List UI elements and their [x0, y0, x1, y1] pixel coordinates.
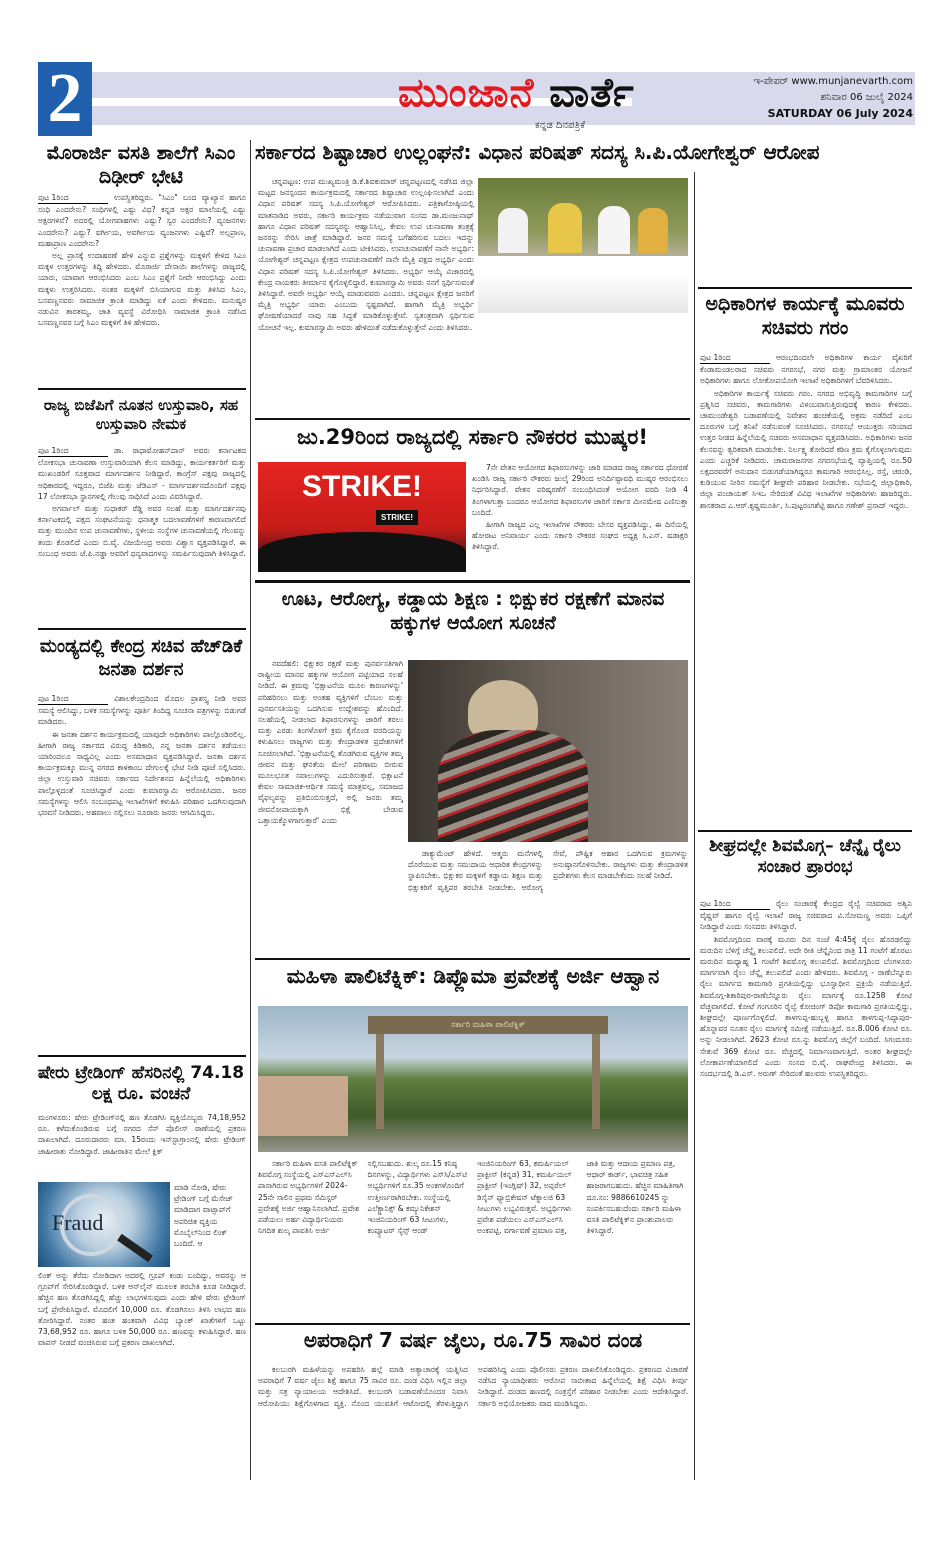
article-body: ಚನ್ನಪಟ್ಟಣ: ಉಪ ಮುಖ್ಯಮಂತ್ರಿ ಡಿ.ಕೆ.ಶಿವಕುಮಾರ್ ಚನ್ನಪಟ್ಟಣದಲ್ಲಿ ನಡೆಸಿದ ಜಿಲ್ಲಾ ಮಟ್ಟದ ಜನಸ್ಪಂದನ ಕಾರ್ಯಕ್ರಮದಲ್ಲಿ ಸರ್ಕಾರದ ಶಿಷ್ಟಾಚಾರ ಉಲ್ಲಂಘಿಸಲಾಗಿದೆ ಎಂದು ವಿಧಾನ ಪರಿಷತ್ ಸದಸ್ಯ ಸಿ.ಪಿ.ಯೋಗೇಶ್ವರ್ ಆರೋಪಿಸಿದರು. ಪತ್ರಿಕಾಗೋಷ್ಠಿಯಲ್ಲಿ ಮಾತನಾಡಿದ ಅವರು, ಸರ್ಕಾರಿ ಕಾರ್ಯಕ್ರಮ ನಡೆಯುವಾಗ ಸಂಸದ ಡಾ.ಮಂಜುನಾಥ್ ಹಾಗೂ ವಿಧಾನ ಪರಿಷತ್ ಸದಸ್ಯರನ್ನು ಆಹ್ವಾನಿಸಿಲ್ಲ. ಕೇವಲ ಉಪ ಚುನಾವಣಾ ತಂತ್ರಕ್ಕೆ ಜನರನ್ನು ಸೇರಿಸಿ ಜಾತ್ರೆ ಮಾಡಿದ್ದಾರೆ. ಜನರ ಸಮಸ್ಯೆ ಬಗೆಹರಿಸುವ ಬದಲು ಇದನ್ನು ಚುನಾವಣಾ ಪ್ರಚಾರ ಮಾಡಲಾಗಿದೆ ಎಂದು ಟೀಕಿಸಿದರು. ಉಪಚುನಾವಣೆಗೆ ನಾನೇ ಅಭ್ಯರ್ಥಿ: ಯೋಗೇಶ್ವರ್ ಚನ್ನಪಟ್ಟಣ ಕ್ಷೇತ್ರದ ಉಪಚುನಾವಣೆಗೆ ನಾನೇ ಮೈತ್ರಿ ಪಕ್ಷದ ಅಭ್ಯರ್ಥಿ ಎಂದು ವಿಧಾನ ಪರಿಷತ್ ಸದಸ್ಯ ಸಿ.ಪಿ.ಯೋಗೇಶ್ವರ್ ತಿಳಿಸಿದರು. ಅಭ್ಯರ್ಥಿ ಆಯ್ಕೆ ವಿಚಾರದಲ್ಲಿ ಕೇಂದ್ರ ನಾಯಕರು ತೀರ್ಮಾನ ಕೈಗೊಳ್ಳಲಿದ್ದಾರೆ. ಕುಮಾರಸ್ವಾಮಿ ಅವರು ನನಗೆ ಸ್ಪರ್ಧಿಸುವಂತೆ ತಿಳಿಸಿದ್ದಾರೆ. ಅವರೇ ಅಭ್ಯರ್ಥಿ ಆಯ್ಕೆ ಮಾಡುವವರು ಎಂದರು. ಚನ್ನಪಟ್ಟಣ ಕ್ಷೇತ್ರದ ಜನರಿಗೆ ಮೈತ್ರಿ ಅಭ್ಯರ್ಥಿ ಯಾರು ಎಂಬುದು ಸ್ಪಷ್ಟವಾಗಿದೆ. ಹಾಗಾಗಿ ಮೈತ್ರಿ ಅಭ್ಯರ್ಥಿ ಘೋಷಣೆಯಾದರೆ ನಾವು ಸಹ ಸಿದ್ಧತೆ ಮಾಡಿಕೊಳ್ಳುತ್ತೇವೆ. ಸ್ವತಂತ್ರವಾಗಿ ಸ್ಪರ್ಧಿಸುವ ಯೋಚನೆ ಇಲ್ಲ. ಕುಮಾರಸ್ವಾಮಿ ಅವರು ಹೇಳಿದಂತೆ ನಡೆದುಕೊಳ್ಳುತ್ತೇನೆ ಎಂದು ತಿಳಿಸಿದರು. — [258, 177, 474, 332]
article-lead: ರೈಲು ಸಂಚಾರಕ್ಕೆ ಕೇಂದ್ರದ ರೈಲ್ವೆ ಸಚಿವರಾದ ಅಶ್ವಿನಿ ವೈಷ್ಣವ್ ಹಾಗೂ ರೈಲ್ವೆ ಇಲಾಖೆ ರಾಜ್ಯ ಸಚಿವರಾದ ವಿ.ಸೋಮಣ್ಣ ಅವರು ಒಪ್ಪಿಗೆ ನೀಡಿದ್ದಾರೆ ಎಂದು ಸಂಸದರು ತಿಳಿಸಿದ್ದಾರೆ. — [700, 899, 912, 932]
newspaper-logo — [398, 70, 635, 116]
polytechnic-gate-photo — [258, 1006, 688, 1152]
article-yogeshwar-cont — [478, 316, 688, 416]
jump-label: ಪುಟ 1ರಿಂದ — [38, 693, 108, 705]
article-officers — [700, 352, 912, 824]
article-fraud-side: ಮಾಡಿ ನೋಡಿ, ಷೇರು ಟ್ರೇಡಿಂಗ್ ಬಗ್ಗೆ ಮೆಸೇಜ್ ಮಾಡಿದಾಗ ವಾಟ್ಸಾಪ್‌ಗೆ ಅಪರಿಚಿತ ವ್ಯಕ್ತಿಯ ಮೊಬೈಲ್‌ನಿಂದ ಲಿಂಕ್ ಬಂದಿದೆ. ಆ — [174, 1183, 233, 1249]
jump-label: ಪುಟ 1ರಿಂದ — [700, 898, 770, 910]
article-body: ಸರ್ಕಾರಿ ಮಹಿಳಾ ವಸತಿ ಪಾಲಿಟೆಕ್ನಿಕ್ ಶಿವಮೊಗ್ಗ ಸಂಸ್ಥೆಯಲ್ಲಿ ಎಸ್‌ಎಸ್‌ಎಲ್‌ಸಿ ಪಾಸಾಗಿರುವ ಅಭ್ಯರ್ಥಿಗಳಿಗೆ 2024-25ನೇ ಸಾಲಿನ ಪ್ರಥಮ ಸೆಮಿಸ್ಟರ್ ಪ್ರವೇಶಕ್ಕೆ ಅರ್ಜಿ ಆಹ್ವಾನಿಸಲಾಗಿದೆ. ಪ್ರವೇಶ ಪಡೆಯಲು ಅರ್ಹ ವಿದ್ಯಾರ್ಥಿನಿಯರು ನಿಗದಿತ ಶುಲ್ಕ ಪಾವತಿಸಿ ಅರ್ಜಿ ಸಲ್ಲಿಸಬಹುದು. ಶುಲ್ಕ ರೂ.15 ಕನಿಷ್ಠ ದಿನಗಳನ್ನು, ವಿದ್ಯಾರ್ಥಿಗಳು ಎಸ್‌ಸಿ/ಎಸ್‌ಟಿ ಅಭ್ಯರ್ಥಿಗಳಿಗೆ ರೂ.35 ಅಂಕಗಳೊಂದಿಗೆ ಉತ್ತೀರ್ಣರಾಗಿರಬೇಕು. ಸಂಸ್ಥೆಯಲ್ಲಿ ಎಲೆಕ್ಟ್ರಾನಿಕ್ಸ್ & ಕಮ್ಯುನಿಕೇಶನ್ ಇಂಜಿನಿಯರಿಂಗ್ 63 ಸೀಟುಗಳು, ಕಂಪ್ಯೂಟರ್ ಸೈನ್ಸ್ ಆಂಡ್ ಇಂಜಿನಿಯರಿಂಗ್ 63, ಕಮರ್ಷಿಯಲ್ ಪ್ರಾಕ್ಟೀಸ್ (ಕನ್ನಡ) 31, ಕಮರ್ಷಿಯಲ್ ಪ್ರಾಕ್ಟೀಸ್ (ಇಂಗ್ಲಿಷ್) 32, ಅಪ್ಪರೆಲ್ ಡಿಸೈನ್ ಫ್ಯಾಬ್ರಿಕೇಷನ್ ಟೆಕ್ನಾಲಜಿ 63 ಸೀಟುಗಳು ಲಭ್ಯವಿರುತ್ತವೆ. ಅಭ್ಯರ್ಥಿಗಳು ಪ್ರವೇಶ ಪಡೆಯಲು ಎಸ್‌ಎಸ್‌ಎಲ್‌ಸಿ ಅಂಕಪಟ್ಟಿ, ವರ್ಗಾವಣೆ ಪ್ರಮಾಣ ಪತ್ರ, ಜಾತಿ ಮತ್ತು ಆದಾಯ ಪ್ರಮಾಣ ಪತ್ರ, ಆಧಾರ್ ಕಾರ್ಡ್, ಭಾವಚಿತ್ರ ಸಹಿತ ಹಾಜರಾಗಬಹುದು. ಹೆಚ್ಚಿನ ಮಾಹಿತಿಗಾಗಿ ದೂ.ಸಂ: 9886610245 ನ್ನು ಸಂಪರ್ಕಿಸಬಹುದೆಂದು ಸರ್ಕಾರಿ ಮಹಿಳಾ ವಸತಿ ಪಾಲಿಟೆಕ್ನಿಕ್‌ನ ಪ್ರಾಂಶುಪಾಲರು ತಿಳಿಸಿದ್ದಾರೆ. — [258, 1159, 684, 1236]
article-strike — [472, 462, 688, 574]
article-body: ಹೀಗಾಗಿ ರಾಜ್ಯದ ಎಲ್ಲ ಇಲಾಖೆಗಳ ನೌಕರರು ಬೇಸರ ವ್ಯಕ್ತಪಡಿಸಿದ್ದು, ಈ ದಿಸೆಯಲ್ಲಿ ಹೋರಾಟ ಅನಿವಾರ್ಯ ಎಂದು ಸರ್ಕಾರಿ ನೌಕರರ ಸಂಘದ ಅಧ್ಯಕ್ಷ ಸಿ.ಎಸ್. ಷಡಾಕ್ಷರಿ ತಿಳಿಸಿದ್ದಾರೆ. — [472, 520, 688, 552]
headline-morarji: ಮೊರಾರ್ಜಿ ವಸತಿ ಶಾಲೆಗೆ ಸಿಎಂ ದಿಢೀರ್ ಭೇಟಿ — [46, 142, 236, 188]
article-lead: ವಿಶಾಲಕೇಂದ್ರದಿಂದ ಮೊದಲ ಪ್ರಾಶಸ್ತ್ಯ ನೀಡಿ ಅವರ ಸಮಸ್ಯೆ ಆಲಿಸಿದ್ದು, ಬಳಿಕ ಸಮಸ್ಯೆಗಳನ್ನು ಪೂರ್ತಿ ತಿಂದಿದ್ದ ಸೂಚನಾ ಪತ್ರಗಳನ್ನು ಬಿಡುಗಡೆ ಮಾಡಿದರು. — [38, 694, 246, 727]
article-body: ಅಲ್ಲ ಪ್ರಾಸಕ್ಕೆ ಉದಾಹರಣೆ ಹೇಳಿ ಎನ್ನುವ ಪ್ರಶ್ನೆಗಳನ್ನು ಮಕ್ಕಳಿಗೆ ಕೇಳಿದ ಸಿಎಂ ಮಕ್ಕಳ ಉತ್ತರಗಳನ್ನು ತಿದ್ದಿ ಹೇಳಿದರು. ಮೊರಾರ್ಜಿ ದೇಸಾಯಿ ಶಾಲೆಗಳನ್ನು ರಾಜ್ಯದಲ್ಲಿ ಯಾರು, ಯಾವಾಗ ಆರಂಭಿಸಿದರು ಎಂಬ ಸಿಎಂ ಪ್ರಶ್ನೆಗೆ ನೀವೇ ಆರಂಭಿಸಿದ್ದು ಎಂದು ಮಕ್ಕಳು ಉತ್ತರಿಸಿದರು. ನಂತರ ಮಕ್ಕಳಿಗೆ ಬಿಸಿಯಾಗುವ ಮತ್ತು ತಿಳಿಸಿದ ಸಿಎಂ, ಬಸವಣ್ಣನವರು ಸಾಮಾಜಿಕ ಕ್ರಾಂತಿ ಮಾಡಿದ್ದು ಏಕೆ ಎಂದು ಕೇಳಿದರು. ಮನುಷ್ಯರ ನಡುವಿನ ತಾರತಮ್ಯ, ಜಾತಿ ವ್ಯವಸ್ಥೆ ವಿರೋಧಿಸಿ ಸಾಮಾಜಿಕ ಕ್ರಾಂತಿ ನಡೆಸಿದ ಬಸವಣ್ಣನವರ ಬಗ್ಗೆ ಸಿಎಂ ಮಕ್ಕಳಿಗೆ ತಿಳಿ ಹೇಳಿದರು. — [38, 251, 246, 328]
article-body: ಕಲಬುರಗಿ ಮಹಿಳೆಯನ್ನು ಅಪಹರಿಸಿ ಹಲ್ಲೆ ಮಾಡಿ ಅತ್ಯಾಚಾರಕ್ಕೆ ಯತ್ನಿಸಿದ ಅಪರಾಧಿಗೆ 7 ವರ್ಷ ಜೈಲು ಶಿಕ್ಷೆ ಹಾಗೂ 75 ಸಾವಿರ ರೂ. ದಂಡ ವಿಧಿಸಿ ಇಲ್ಲಿನ ಜಿಲ್ಲಾ ಮತ್ತು ಸತ್ರ ನ್ಯಾಯಾಲಯ ಆದೇಶಿಸಿದೆ. ಕಲಬುರಗಿ ಬಡಾವಣೆಯೊಂದರ ನಿವಾಸಿ ಆರೋಪಿಯು ಶಿಕ್ಷೆಗೊಳಗಾದ ವ್ಯಕ್ತಿ. ನೊಂದ ಯುವತಿಗೆ ಆಟೋದಲ್ಲಿ ತೆರಳುತ್ತಿದ್ದಾಗ ಅಪಹರಿಸಿದ್ದ ಎಂದು ಪೊಲೀಸರು ಪ್ರಕರಣ ದಾಖಲಿಸಿಕೊಂಡಿದ್ದರು. ಪ್ರಕರಣದ ವಿಚಾರಣೆ ನಡೆಸಿದ ನ್ಯಾಯಾಧೀಶರು ಆರೋಪ ಸಾಬೀತಾದ ಹಿನ್ನೆಲೆಯಲ್ಲಿ ಶಿಕ್ಷೆ ವಿಧಿಸಿ ತೀರ್ಪು ನೀಡಿದ್ದಾರೆ. ದಂಡದ ಹಣದಲ್ಲಿ ಸಂತ್ರಸ್ತೆಗೆ ಪರಿಹಾರ ನೀಡಬೇಕು ಎಂದು ಆದೇಶಿಸಿದ್ದಾರೆ. ಸರ್ಕಾರಿ ಅಭಿಯೋಜಕರು ವಾದ ಮಂಡಿಸಿದ್ದರು. — [258, 1365, 688, 1408]
jump-label: ಪುಟ 1ರಿಂದ — [38, 192, 108, 204]
article-lead: ಡಾ. ರಾಧಾಮೋಹನ್‌ದಾಸ್ ಅವರು ಕರ್ನಾಟಕದ ಲೋಕಸಭಾ ಚುನಾವಣಾ ಉಸ್ತುವಾರಿಯಾಗಿ ಕೆಲಸ ಮಾಡಿದ್ದು, ಕಾರ್ಯಕರ್ತರಿಗೆ ಮತ್ತು ಮುಖಂಡರಿಗೆ ಸೂಕ್ತವಾದ ಮಾರ್ಗದರ್ಶನ ನೀಡಿದ್ದಾರೆ. ಕಾಂಗ್ರೆಸ್ ಪಕ್ಷವು ರಾಜ್ಯದಲ್ಲಿ ಅಧಿಕಾರದಲ್ಲಿ ಇದ್ದರೂ, ಬಿಜೆಪಿ ಮತ್ತು ಜೆಡಿಎಸ್ - ಮಾರ್ಗದರ್ಶನದೊಂದಿಗೆ ಪಕ್ಷವು 17 ಲೋಕಸಭಾ ಸ್ಥಾನಗಳಲ್ಲಿ ಗೆಲುವು ಸಾಧಿಸಿದೆ ಎಂದು ವಿವರಿಸಿದ್ದಾರೆ. — [38, 446, 246, 501]
article-body: ಅಧಿಕಾರಿಗಳ ಕಾರ್ಯಕ್ಕೆ ಸಚಿವರು ಗರಂ. ನಗರದ ಅಭಿವೃದ್ಧಿ ಕಾಮಗಾರಿಗಳ ಬಗ್ಗೆ ಪ್ರಶ್ನಿಸಿದ ಸಚಿವರು, ಕಾಮಗಾರಿಗಳು ವಿಳಂಬವಾಗುತ್ತಿರುವುದಕ್ಕೆ ಕಾರಣ ಕೇಳಿದರು. ಚಾಮುಂಡೇಶ್ವರಿ ಬಡಾವಣೆಯಲ್ಲಿ ನಿವೇಶನ ಹಂಚಿಕೆಯಲ್ಲಿ ಅಕ್ರಮ ನಡೆದಿದೆ ಎಂಬ ದೂರುಗಳ ಬಗ್ಗೆ ತನಿಖೆ ನಡೆಸುವಂತೆ ಸೂಚಿಸಿದರು. ನಗರಸಭೆ ಆಯುಕ್ತರು ಸರಿಯಾದ ಉತ್ತರ ನೀಡದ ಹಿನ್ನೆಲೆಯಲ್ಲಿ ಸಚಿವರು ಅಸಮಾಧಾನ ವ್ಯಕ್ತಪಡಿಸಿದರು. ಅಧಿಕಾರಿಗಳು ಜನರ ಕೆಲಸವನ್ನು ತ್ವರಿತವಾಗಿ ಮಾಡಬೇಕು. ನಿರ್ಲಕ್ಷ್ಯ ತೋರಿದರೆ ಕಠಿಣ ಕ್ರಮ ಕೈಗೊಳ್ಳಲಾಗುವುದು ಎಂದು ಎಚ್ಚರಿಕೆ ನೀಡಿದರು. ಚಾಮರಾಜನಗರ ನಗರಸಭೆಯಲ್ಲಿ ವ್ಯಾಪ್ತಿಯಲ್ಲಿ ರೂ.50 ಲಕ್ಷದರವರೆಗೆ ಅನುದಾನ ಬಿಡುಗಡೆಯಾಗಿದ್ದರೂ ಕಾಮಗಾರಿ ಆರಂಭಿಸಿಲ್ಲ. ರಸ್ತೆ, ಚರಂಡಿ, ಕುಡಿಯುವ ನೀರಿನ ಸಮಸ್ಯೆಗೆ ಶೀಘ್ರವೇ ಪರಿಹಾರ ನೀಡಬೇಕು. ಸಭೆಯಲ್ಲಿ ಜಿಲ್ಲಾಧಿಕಾರಿ, ಜಿಲ್ಲಾ ಪಂಚಾಯತ್ ಸಿಇಒ ಸೇರಿದಂತೆ ವಿವಿಧ ಇಲಾಖೆಗಳ ಅಧಿಕಾರಿಗಳು ಹಾಜರಿದ್ದರು. ಶಾಸಕರಾದ ಎ.ಆರ್.ಕೃಷ್ಣಮೂರ್ತಿ, ಸಿ.ಪುಟ್ಟರಂಗಶೆಟ್ಟಿ ಹಾಗೂ ಗಣೇಶ್ ಪ್ರಸಾದ್ ಇದ್ದರು. — [700, 388, 912, 510]
jump-label: ಪುಟ 1ರಿಂದ — [38, 445, 108, 457]
headline-polytechnic: ಮಹಿಳಾ ಪಾಲಿಟೆಕ್ನಿಕ್: ಡಿಪ್ಲೊಮಾ ಪ್ರವೇಶಕ್ಕೆ ಅರ್ಜಿ ಆಹ್ವಾನ — [286, 964, 660, 988]
logo-part1: ಮುಂಜಾನೆ — [398, 70, 535, 116]
divider — [255, 1323, 690, 1325]
article-beggars-cont — [408, 848, 688, 948]
date-kannada: ಶನಿವಾರ 06 ಜುಲೈ 2024 — [820, 92, 913, 103]
strike-sign: STRIKE! — [376, 510, 418, 525]
article-criminal — [258, 1364, 688, 1472]
masthead-info — [754, 74, 913, 123]
headline-strike: ಜು.29ರಿಂದ ರಾಜ್ಯದಲ್ಲಿ ಸರ್ಕಾರಿ ನೌಕರರ ಮುಷ್ಕರ! — [297, 425, 648, 449]
fraud-magnifier-photo — [38, 1182, 170, 1267]
divider — [698, 287, 912, 289]
strike-photo — [258, 462, 466, 572]
headline-yogeshwar: ಸರ್ಕಾರದ ಶಿಷ್ಟಾಚಾರ ಉಲ್ಲಂಘನೆ: ವಿಧಾನ ಪರಿಷತ್ ಸದಸ್ಯ ಸಿ.ಪಿ.ಯೋಗೇಶ್ವರ್ ಆರೋಪ — [255, 140, 820, 164]
epaper-link[interactable]: ಇ-ಪೇಪರ್ www.munjanevarth.com — [753, 76, 913, 87]
headline-criminal: ಅಪರಾಧಿಗೆ 7 ವರ್ಷ ಜೈಲು, ರೂ.75 ಸಾವಿರ ದಂಡ — [303, 1328, 643, 1352]
jump-label: ಪುಟ 1ರಿಂದ — [700, 352, 770, 364]
column-divider — [250, 140, 251, 1480]
press-meet-photo — [478, 178, 688, 313]
divider — [38, 388, 246, 390]
date-english: SATURDAY 06 July 2024 — [767, 107, 913, 120]
logo-part2: ವಾರ್ತೆ — [549, 70, 635, 116]
divider — [38, 628, 246, 630]
article-morarji — [38, 192, 246, 382]
article-body: ಈ ಜನತಾ ದರ್ಶನ ಕಾರ್ಯಕ್ರಮದಲ್ಲಿ ಯಾವುದೇ ಅಧಿಕಾರಿಗಳು ಪಾಲ್ಗೊಂಡಿರಲಿಲ್ಲ. ಹೀಗಾಗಿ ರಾಜ್ಯ ಸರ್ಕಾರದ ವಿರುದ್ಧ ಕಿಡಿಕಾರಿ, ನನ್ನ ಜನತಾ ದರ್ಶನ ತಡೆಯಲು ಯಾರಿಂದಲೂ ಸಾಧ್ಯವಿಲ್ಲ ಎಂದು ಅಸಮಾಧಾನ ವ್ಯಕ್ತಪಡಿಸಿದ್ದಾರೆ. ಜನತಾ ದರ್ಶನ ಕಾರ್ಯಕ್ರಮಕ್ಕೂ ಮುನ್ನ ನಗರದ ಕಾಳಿಕಾಂಬ ದೇಗುಲಕ್ಕೆ ಭೇಟಿ ನೀಡಿ ಪೂಜೆ ಸಲ್ಲಿಸಿದರು. ಜಿಲ್ಲಾ ಉಸ್ತುವಾರಿ ಸಚಿವರು ಸರ್ಕಾರದ ನಿರ್ದೇಶನದ ಹಿನ್ನೆಲೆಯಲ್ಲಿ ಅಧಿಕಾರಿಗಳು ಪಾಲ್ಗೊಳ್ಳದಂತೆ ಸೂಚಿಸಿದ್ದಾರೆ ಎಂದು ಕುಮಾರಸ್ವಾಮಿ ಆರೋಪಿಸಿದರು. ಜನರ ಸಮಸ್ಯೆಗಳನ್ನು ಆಲಿಸಿ ಸಂಬಂಧಪಟ್ಟ ಇಲಾಖೆಗಳಿಗೆ ಕಳುಹಿಸಿ ಪರಿಹಾರ ಒದಗಿಸುವುದಾಗಿ ಭರವಸೆ ನೀಡಿದರು. ಅಹವಾಲು ಸಲ್ಲಿಸಲು ನೂರಾರು ಜನರು ಆಗಮಿಸಿದ್ದರು. — [38, 729, 246, 818]
article-fraud-body — [38, 1270, 246, 1470]
article-body: ನವದೆಹಲಿ: ಭಿಕ್ಷುಕರ ರಕ್ಷಣೆ ಮತ್ತು ಪುನರ್ವಸತಿಗಾಗಿ ರಾಷ್ಟ್ರೀಯ ಮಾನವ ಹಕ್ಕುಗಳ ಆಯೋಗ ಪಟ್ಟಿಯಾದ ಸಲಹೆ ನೀಡಿದೆ. ಈ ಕ್ರಮವು 'ಭಿಕ್ಷಾಟನೆಯ ಮೂಲ ಕಾರಣಗಳನ್ನು' ಪರಿಹರಿಸಲು ಮತ್ತು ಅಂತಹ ವ್ಯಕ್ತಿಗಳಿಗೆ ಬೆಂಬಲ ಮತ್ತು ಪುನರ್ವಸತಿಯನ್ನು ಒದಗಿಸುವ ಉದ್ದೇಶವನ್ನು ಹೊಂದಿದೆ. ಸಲಹೆಯಲ್ಲಿ ನೀಡಲಾದ ಶಿಫಾರಸುಗಳನ್ನು ಜಾರಿಗೆ ತರಲು ಮತ್ತು ಎರಡು ತಿಂಗಳೊಳಗೆ ಕ್ರಮ ಕೈಗೊಂಡ ವರದಿಯನ್ನು ಕಳುಹಿಸಲು ರಾಜ್ಯಗಳು ಮತ್ತು ಕೇಂದ್ರಾಡಳಿತ ಪ್ರದೇಶಗಳಿಗೆ ಸೂಚಿಸಲಾಗಿದೆ. 'ಭಿಕ್ಷಾಟನೆಯಲ್ಲಿ ತೊಡಗಿರುವ ವ್ಯಕ್ತಿಗಳ ತಮ್ಮ ಜೀವನ ಮತ್ತು ಘನತೆಯ ಮೇಲೆ ಪರಿಣಾಮ ಬೀರುವ ಮೂಲಭೂತ ಸವಾಲುಗಳನ್ನು ಎದುರಿಸುತ್ತಾರೆ. ಭಿಕ್ಷಾಟನೆ ಕೇವಲ ಸಾಮಾಜಿಕ-ಆರ್ಥಿಕ ಸಮಸ್ಯೆ ಮಾತ್ರವಲ್ಲ, ಸಮಾಜದ ವೈಫಲ್ಯವನ್ನು ಪ್ರತಿಬಿಂಬಿಸುತ್ತದೆ, ಅಲ್ಲಿ ಜನರು ತಮ್ಮ ಜೀವನೋಪಾಯಕ್ಕಾಗಿ ಭಿಕ್ಷೆ ಬೇಡುವ ಒತ್ತಾಯಕ್ಕೊಳಗಾಗುತ್ತಾರೆ' ಎಂದು — [258, 659, 403, 825]
headline-beggars: ಊಟ, ಆರೋಗ್ಯ, ಕಡ್ಡಾಯ ಶಿಕ್ಷಣ : ಭಿಕ್ಷುಕರ ರಕ್ಷಣೆಗೆ ಮಾನವ ಹಕ್ಕುಗಳ ಆಯೋಗ ಸೂಚನೆ — [281, 588, 665, 634]
divider — [255, 958, 690, 960]
article-bjp — [38, 445, 246, 623]
article-body: ಡಾಕ್ಯುಮೆಂಟ್ ಹೇಳಿದೆ. ಆತ್ಮರು ಮನೆಗಳಲ್ಲಿ ದೊರೆಯುವ ಮತ್ತು ಸಮುದಾಯ ಆಧಾರಿತ ಕೇಂದ್ರಗಳನ್ನು ಸ್ಥಾಪಿಸಬೇಕು. ಭಿಕ್ಷುಕರ ಮಕ್ಕಳಿಗೆ ಕಡ್ಡಾಯ ಶಿಕ್ಷಣ ಮತ್ತು ಭಿಕ್ಷುಕರಿಗೆ ವೃತ್ತಿಪರ ತರಬೇತಿ ನೀಡಬೇಕು. ಆರೋಗ್ಯ ಸೇವೆ, ಪೌಷ್ಟಿಕ ಆಹಾರ ಒದಗಿಸುವ ಕ್ರಮಗಳನ್ನು ಅನುಷ್ಠಾನಗೊಳಿಸಬೇಕು. ರಾಜ್ಯಗಳು ಮತ್ತು ಕೇಂದ್ರಾಡಳಿತ ಪ್ರದೇಶಗಳು ಕೆಲಸ ಮಾಡಬೇಕೆಂದು ಸಲಹೆ ನೀಡಿದೆ. — [408, 849, 688, 892]
headline-officers: ಅಧಿಕಾರಿಗಳ ಕಾರ್ಯಕ್ಕೆ ಮೂವರು ಸಚಿವರು ಗರಂ — [705, 293, 905, 339]
column-divider — [694, 172, 695, 1480]
headline-mandya: ಮಂಡ್ಯದಲ್ಲಿ ಕೇಂದ್ರ ಸಚಿವ ಹೆಚ್‌ಡಿಕೆ ಜನತಾ ದರ್ಶನ — [39, 636, 243, 680]
article-polytechnic — [258, 1158, 688, 1318]
article-lead: ಉಪಸ್ಥಿತರಿದ್ದರು. "ಸಿಎಂ" ಬಂದ ವ್ಯಾಖ್ಯಾನ ಹಾಗೂ ಸಂಧಿ ಎಂದರೇನು? ಸಂಧಿಗಳಲ್ಲಿ ಎಷ್ಟು ವಿಧ? ಕನ್ನಡ ಅಕ್ಷರ ಮಾಲೆಯಲ್ಲಿ ಎಷ್ಟು ಅಕ್ಷರಗಳಿವೆ? ಅದರಲ್ಲಿ ಯೋಗವಾಹಗಳು ಎಷ್ಟು? ಸ್ವರ ಎಂದರೇನು? ವ್ಯಂಜನಗಳು ಎಂದರೇನು? ಎಷ್ಟು? ವರ್ಗೀಯ, ಅವರ್ಗೀಯ ವ್ಯಂಜನಗಳು ಎಷ್ಟಿವೆ? ಅಲ್ಪಪ್ರಾಣ, ಮಹಾಪ್ರಾಣ ಎಂದರೇನು? — [38, 193, 246, 248]
article-fraud-lead: ಮಂಗಳೂರು: ಷೇರು ಟ್ರೇಡಿಂಗ್‌ನಲ್ಲಿ ಹಣ ತೊಡಗಿಸಿ ವ್ಯಕ್ತಿಯೊಬ್ಬರು 74,18,952 ರೂ. ಕಳೆದುಕೊಂಡಿರುವ ಬಗ್ಗೆ ನಗರದ ಸೆನ್ ಪೊಲೀಸ್ ಠಾಣೆಯಲ್ಲಿ ಪ್ರಕರಣ ದಾಖಲಾಗಿದೆ. ದೂರುದಾರರು ಮಾ. 15ರಂದು ಇನ್‌ಸ್ಟಾಗ್ರಾಂನಲ್ಲಿ ಷೇರು ಟ್ರೇಡಿಂಗ್ ಜಾಹೀರಾತು ನೋಡಿದ್ದಾರೆ. ಜಾಹೀರಾತಿನ ಮೇಲೆ ಕ್ಲಿಕ್ — [38, 1113, 246, 1156]
divider — [698, 830, 912, 832]
divider — [255, 418, 690, 420]
article-body: ಲಿಂಕ್ ಅನ್ನು ತೆರೆದು ನೋಡಿದಾಗ ಅದರಲ್ಲಿ ಗ್ರೂಪ್ ಕಂಡು ಬಂದಿದ್ದು, ಅವರನ್ನು ಆ ಗ್ರೂಪ್‌ಗೆ ಸೇರಿಸಿಕೊಂಡಿದ್ದಾರೆ. ಬಳಿಕ ಆನ್‌ಲೈನ್ ಮೂಲಕ ತರಬೇತಿ ಕೂಡ ನೀಡಿದ್ದಾರೆ. ಹೆಚ್ಚಿನ ಹಣ ತೊಡಗಿಸಿದ್ದಲ್ಲಿ ಹೆಚ್ಚು ಲಾಭಗಳಿಸುವುದು ಎಂದು ಹೇಳಿ ಷೇರು ಟ್ರೇಡಿಂಗ್ ಬಗ್ಗೆ ಪ್ರೇರೇಪಿಸಿದ್ದಾರೆ. ಮೊದಲಿಗೆ 10,000 ರೂ. ತೊಡಗಿಸಲು ತಿಳಿಸಿ ಲಾಭದ ಹಣ ತೋರಿಸಿದ್ದಾರೆ. ನಂತರ ಹಂತ ಹಂತವಾಗಿ ವಿವಿಧ ಬ್ಯಾಂಕ್ ಖಾತೆಗಳಿಗೆ ಒಟ್ಟು 73,68,952 ರೂ. ಹಾಗೂ ಬಳಿಕ 50,000 ರೂ. ಹಣವನ್ನು ಕಳುಹಿಸಿದ್ದಾರೆ. ಹಣ ವಾಪಸ್ ನೀಡದೆ ವಂಚಿಸಿರುವ ಬಗ್ಗೆ ಪ್ರಕರಣ ದಾಖಲಾಗಿದೆ. — [38, 1271, 246, 1348]
headline-bjp: ರಾಜ್ಯ ಬಿಜೆಪಿಗೆ ನೂತನ ಉಸ್ತುವಾರಿ, ಸಹ ಉಸ್ತುವಾರಿ ನೇಮಕ — [43, 396, 239, 433]
tagline: ಕನ್ನಡ ದಿನಪತ್ರಿಕೆ — [535, 120, 586, 131]
headline-rail: ಶೀಘ್ರದಲ್ಲೇ ಶಿವಮೊಗ್ಗ– ಚೆನ್ನೈ ರೈಲು ಸಂಚಾರ ಪ್ರಾರಂಭ — [709, 836, 901, 878]
beggar-photo — [408, 660, 688, 842]
fraud-image-text: Fraud — [52, 1210, 104, 1235]
strike-image-text: STRIKE! — [302, 470, 422, 503]
divider — [38, 1055, 246, 1057]
article-mandya — [38, 693, 246, 1048]
divider — [255, 580, 690, 583]
article-beggars — [258, 658, 403, 948]
polytechnic-sign: ಸರ್ಕಾರಿ ಮಹಿಳಾ ಪಾಲಿಟೆಕ್ನಿಕ್ — [368, 1016, 608, 1034]
headline-fraud: ಷೇರು ಟ್ರೇಡಿಂಗ್ ಹೆಸರಿನಲ್ಲಿ 74.18 ಲಕ್ಷ ರೂ. ವಂಚನೆ — [37, 1063, 245, 1105]
article-rail — [700, 898, 912, 1470]
article-body: ಶಿವಮೊಗ್ಗದಿಂದ ವಾರಕ್ಕೆ ಮೂರು ದಿನ ಸಂಜೆ 4:45ಕ್ಕೆ ರೈಲು ಹೊರಡಲಿದ್ದು ಮರುದಿನ ಬೆಳಿಗ್ಗೆ ಚೆನ್ನೈ ತಲುಪಲಿದೆ. ಅದೇ ರೀತಿ ಚೆನ್ನೈನಿಂದ ರಾತ್ರಿ 11 ಗಂಟೆಗೆ ಹೊರಟು ಮರುದಿನ ಮಧ್ಯಾಹ್ನ 1 ಗಂಟೆಗೆ ಶಿವಮೊಗ್ಗ ತಲುಪಲಿದೆ. ಶಿವಮೊಗ್ಗದಿಂದ ಬೆಂಗಳೂರು ಮಾರ್ಗವಾಗಿ ರೈಲು ಚೆನ್ನೈ ತಲುಪಲಿದೆ ಎಂದು ಹೇಳಿದರು. ಶಿವಮೊಗ್ಗ - ರಾಣೆಬೆನ್ನೂರು ರೈಲು ಮಾರ್ಗದ ಕಾಮಗಾರಿ ಪ್ರಗತಿಯಲ್ಲಿದ್ದು ಭೂಸ್ವಾಧೀನ ಪ್ರಕ್ರಿಯೆ ನಡೆಯುತ್ತಿದೆ. ಶಿವಮೊಗ್ಗ-ಶಿಕಾರಿಪುರ-ರಾಣೆಬೆನ್ನೂರು ರೈಲು ಮಾರ್ಗಕ್ಕೆ ರೂ.1258 ಕೋಟಿ ವೆಚ್ಚವಾಗಲಿದೆ. ಕೋಟೆ ಗಂಗೂರಿನ ರೈಲ್ವೆ ಕೋಚಿಂಗ್ ಡಿಪೋ ಕಾಮಗಾರಿ ಪ್ರಗತಿಯಲ್ಲಿದ್ದು, ಶೀಘ್ರದಲ್ಲೇ ಪೂರ್ಣಗೊಳ್ಳಲಿದೆ. ತಾಳಗುಪ್ಪ-ಹುಬ್ಬಳ್ಳಿ ಹಾಗೂ ತಾಳಗುಪ್ಪ-ಸಿದ್ಧಾಪುರ-ಹೊನ್ನಾವರ ನೂತನ ರೈಲು ಮಾರ್ಗಕ್ಕೆ ಸಮೀಕ್ಷೆ ನಡೆಯುತ್ತಿದೆ. ರೂ.8.006 ಕೋಟಿ ರೂ. ಅನ್ನು ನೀಡಲಾಗಿದೆ. 2623 ಕೋಟಿ ರೂ.ನ್ನು ಶಿವಮೊಗ್ಗ ಜಿಲ್ಲೆಗೆ ಬಂದಿದೆ. ಸಿಗಂದೂರು ಸೇತುವೆ 369 ಕೋಟಿ ರೂ. ವೆಚ್ಚದಲ್ಲಿ ನಿರ್ಮಾಣವಾಗುತ್ತಿದೆ. ಅಂತರ ಶೀಘ್ರದಲ್ಲೇ ಲೋಕಾರ್ಪಣೆಯಾಗಲಿದೆ ಎಂದು ಸಂಸದ ಬಿ.ವೈ. ರಾಘವೇಂದ್ರ ತಿಳಿಸಿದರು. ಈ ಸಂದರ್ಭದಲ್ಲಿ ಡಿ.ಎಸ್. ಅರುಣ್ ಸೇರಿದಂತೆ ಹಲವರು ಉಪಸ್ಥಿತರಿದ್ದರು. — [700, 934, 912, 1079]
article-yogeshwar-right — [700, 176, 912, 284]
page-number: 2 — [38, 62, 92, 136]
article-lead: ಆರಂಭದಿಂದಲೇ ಅಧಿಕಾರಿಗಳ ಕಾರ್ಯ ವೈಖರಿಗೆ ಕೆಂಡಾಮಂಡಲರಾದ ಸಚಿವರು ನಗರಸಭೆ, ನಗರ ಮತ್ತು ಗ್ರಾಮಾಂತರ ಯೋಜನೆ ಅಧಿಕಾರಿಗಳು ಹಾಗೂ ಲೋಕೋಪಯೋಗಿ ಇಲಾಖೆ ಅಧಿಕಾರಿಗಳಿಗೆ ಬೆವರಿಳಿಸಿದರು. — [700, 353, 912, 386]
article-body: 7ನೇ ವೇತನ ಆಯೋಗದ ಶಿಫಾರಸುಗಳನ್ನು ಜಾರಿ ಮಾಡದ ರಾಜ್ಯ ಸರ್ಕಾರದ ಧೋರಣೆ ಖಂಡಿಸಿ ರಾಜ್ಯ ಸರ್ಕಾರಿ ನೌಕರರು ಜುಲೈ 29ರಿಂದ ಅನಿರ್ದಿಷ್ಟಾವಧಿ ಮುಷ್ಕರ ಆರಂಭಿಸಲು ನಿರ್ಧರಿಸಿದ್ದಾರೆ. ವೇತನ ಪರಿಷ್ಕರಣೆಗೆ ಸಂಬಂಧಿಸಿದಂತೆ ಆಯೋಗ ವರದಿ ನೀಡಿ 4 ತಿಂಗಳಾಗುತ್ತಾ ಬಂದರೂ ಆಯೋಗದ ಶಿಫಾರಸುಗಳ ಜಾರಿಗೆ ಸರ್ಕಾರ ಮೀನಮೇಷ ಎಣಿಸುತ್ತಾ ಬಂದಿದೆ. — [472, 463, 688, 517]
article-body: ಅಗರ್ವಾಲ್ ಮತ್ತು ಸುಧಾಕರ್ ರೆಡ್ಡಿ ಅವರ ಸಲಹೆ ಮತ್ತು ಮಾರ್ಗದರ್ಶನವು ಕರ್ನಾಟಕದಲ್ಲಿ ಪಕ್ಷದ ಸಂಘಟನೆಯನ್ನು ಧನಾತ್ಮಕ ಬದಲಾವಣೆಗಳಿಗೆ ಕಾರಣವಾಗಲಿದೆ ಮತ್ತು ಮುಂದಿನ ಉಪ ಚುನಾವಣೆಗಳು, ಸ್ಥಳೀಯ ಸಂಸ್ಥೆಗಳ ಚುನಾವಣೆಯಲ್ಲಿ ಗೆಲುವನ್ನು ತಂದು ಕೊಡಲಿದೆ ಎಂದು ಬಿ.ವೈ. ವಿಜಯೇಂದ್ರ ಅವರು ವಿಶ್ವಾಸ ವ್ಯಕ್ತಪಡಿಸಿದ್ದಾರೆ. ಈ ಸಂಬಂಧ ಅವರು ಜೆ.ಪಿ.ನಡ್ಡಾ ಅವರಿಗೆ ಧನ್ಯವಾದಗಳನ್ನು ಸಮರ್ಪಿಸುವುದಾಗಿ ತಿಳಿಸಿದ್ದಾರೆ. — [38, 504, 246, 558]
article-yogeshwar — [258, 176, 474, 416]
